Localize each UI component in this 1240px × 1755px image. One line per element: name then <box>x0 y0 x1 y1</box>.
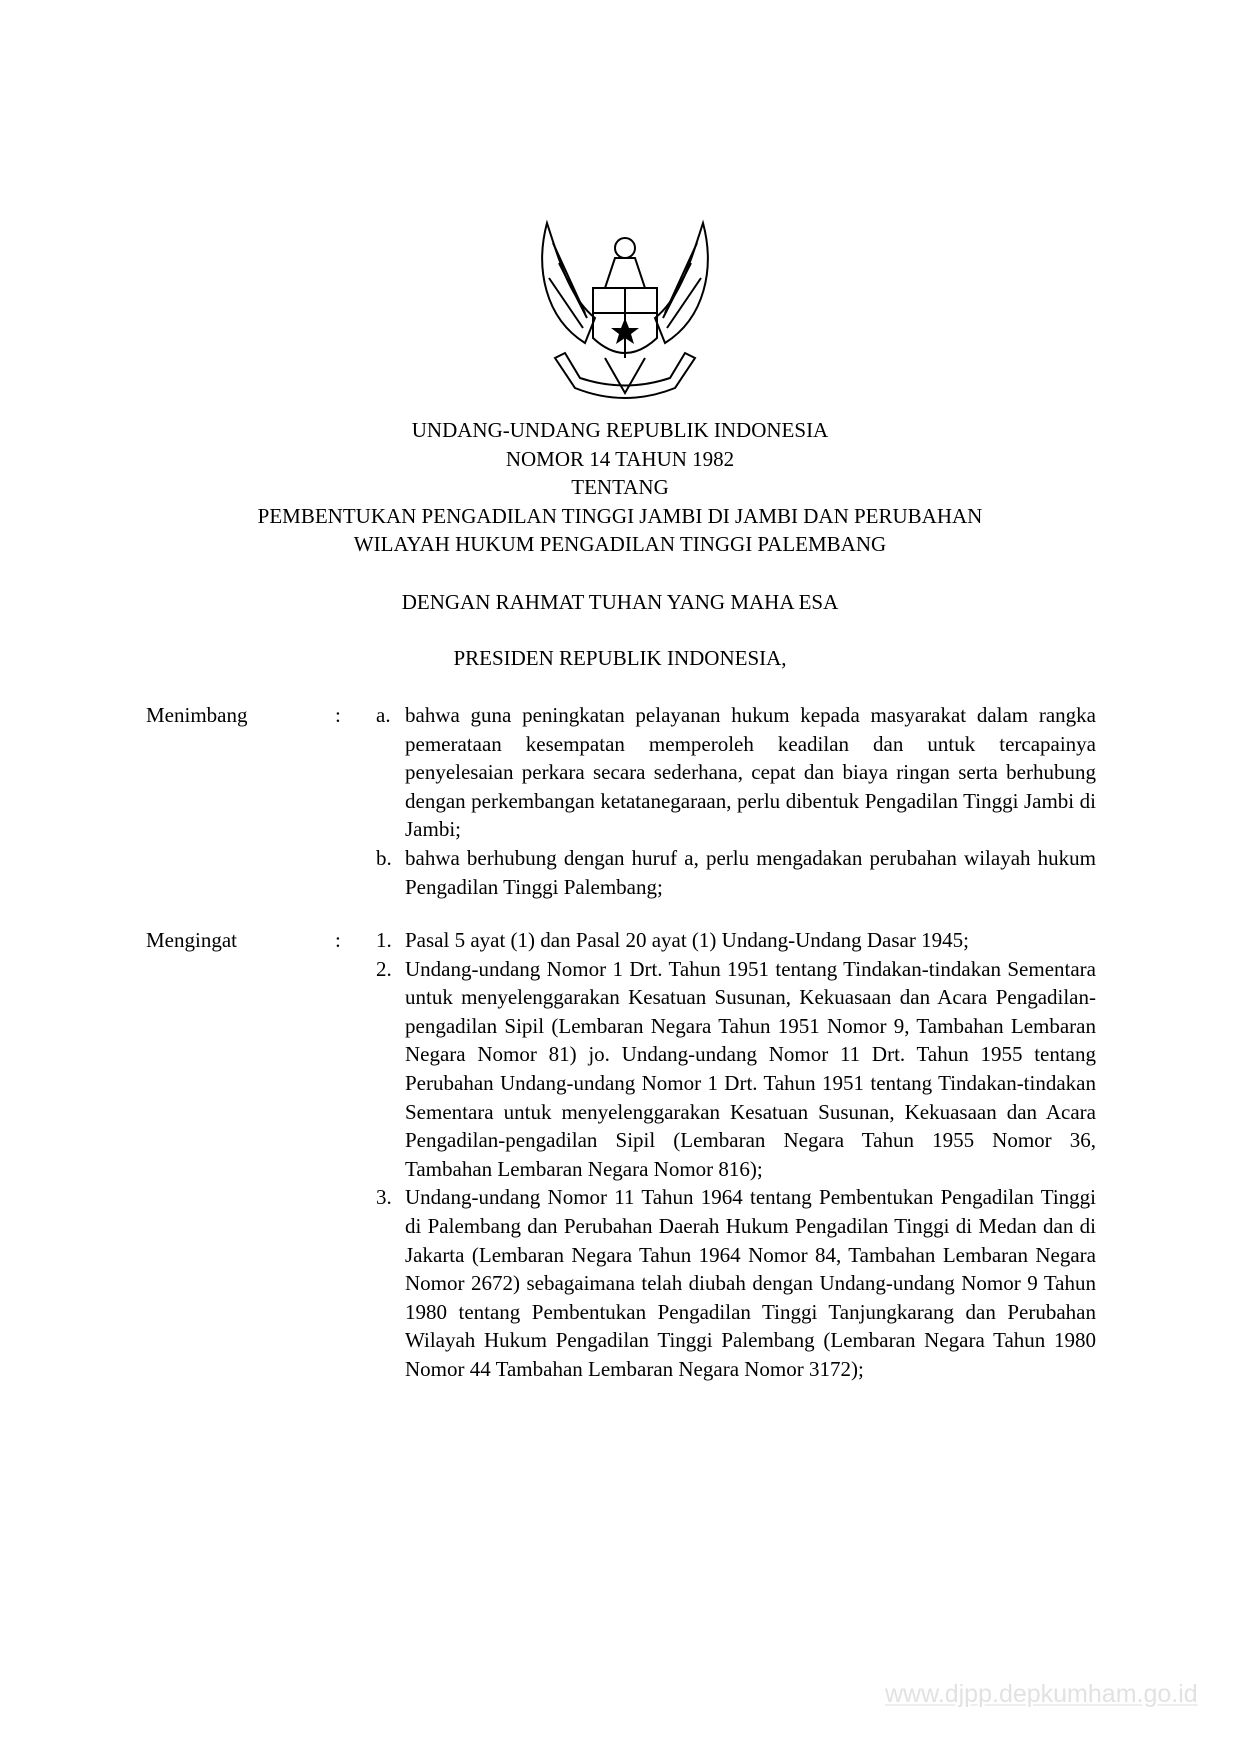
section-label: Menimbang <box>146 703 248 727</box>
invocation: DENGAN RAHMAT TUHAN YANG MAHA ESA <box>401 590 839 614</box>
president-heading: PRESIDEN REPUBLIK INDONESIA, <box>453 646 787 670</box>
colon: : <box>335 928 341 952</box>
item-text: bahwa berhubung dengan huruf a, perlu mengadakan perubahan wilayah hukum Pengadilan Tinggi Palembang; <box>405 845 1096 899</box>
title-line: NOMOR 14 TAHUN 1982 <box>505 446 735 471</box>
item-number: 1. <box>376 928 392 952</box>
item-text: bahwa guna peningkatan pelayanan hukum kepada masyarakat dalam rangka pemerataan kesempatan memperoleh keadilan dan untuk tercapainya penyelesaian perkara secara sederhana, cepat dan biaya ringan serta berhubung dengan perkembangan ketatanegaraan, perlu dibentuk Pengadilan Tinggi Jambi di Jambi; <box>405 703 1096 842</box>
section-label: Mengingat <box>146 928 237 952</box>
mengingat-section <box>146 926 1096 1384</box>
colon: : <box>335 703 341 727</box>
garuda-emblem-icon <box>535 218 715 413</box>
menimbang-section <box>146 701 1096 901</box>
item-number: 2. <box>376 956 392 981</box>
item-text: Undang-undang Nomor 1 Drt. Tahun 1951 tentang Tindakan-tindakan Sementara untuk menyelenggarakan Kesatuan Susunan, Kekuasaan dan Acara Pengadilan-pengadilan Sipil (Lembaran Negara Tahun 1951 Nomor 9, Tambahan Lembaran Negara Nomor 81) jo. Undang-undang Nomor 11 Drt. Tahun 1955 tentang Perubahan Undang-undang Nomor 1 Drt. Tahun 1951 tentang Tindakan-tindakan Sementara untuk menyelenggarakan Kesatuan Susunan, Kekuasaan dan Acara Pengadilan-pengadilan Sipil (Lembaran Negara Tahun 1955 Nomor 36, Tambahan Lembaran Negara Nomor 816); <box>405 956 1096 1181</box>
title-line: UNDANG-UNDANG REPUBLIK INDONESIA <box>411 418 829 442</box>
item-number: a. <box>376 703 391 727</box>
document-title <box>0 416 1240 559</box>
item-number: b. <box>376 845 392 870</box>
list-item <box>376 1183 1096 1383</box>
title-line: TENTANG <box>571 475 669 499</box>
item-text: Undang-undang Nomor 11 Tahun 1964 tentang Pembentukan Pengadilan Tinggi di Palembang dan Perubahan Daerah Hukum Pengadilan Tinggi di Medan dan di Jakarta (Lembaran Negara Tahun 1964 Nomor 84, Tambahan Lembaran Negara Nomor 2672) sebagaimana telah diubah dengan Undang-undang Nomor 9 Tahun 1980 tentang Pembentukan Pengadilan Tinggi Tanjungkarang dan Perubahan Wilayah Hukum Pengadilan Tinggi Palembang (Lembaran Negara Tahun 1980 Nomor 44 Tambahan Lembaran Negara Nomor 3172); <box>405 1185 1096 1381</box>
title-line: PEMBENTUKAN PENGADILAN TINGGI JAMBI DI JAMBI DAN PERUBAHAN <box>257 503 983 528</box>
list-item <box>376 844 1096 901</box>
list-item <box>376 926 1096 955</box>
item-number: 3. <box>376 1185 392 1210</box>
item-text: Pasal 5 ayat (1) dan Pasal 20 ayat (1) Undang-Undang Dasar 1945; <box>405 928 969 952</box>
list-item <box>376 701 1096 844</box>
title-line: WILAYAH HUKUM PENGADILAN TINGGI PALEMBANG <box>353 532 887 556</box>
watermark-link[interactable]: www.djpp.depkumham.go.id <box>885 1680 1198 1708</box>
list-item <box>376 955 1096 1184</box>
